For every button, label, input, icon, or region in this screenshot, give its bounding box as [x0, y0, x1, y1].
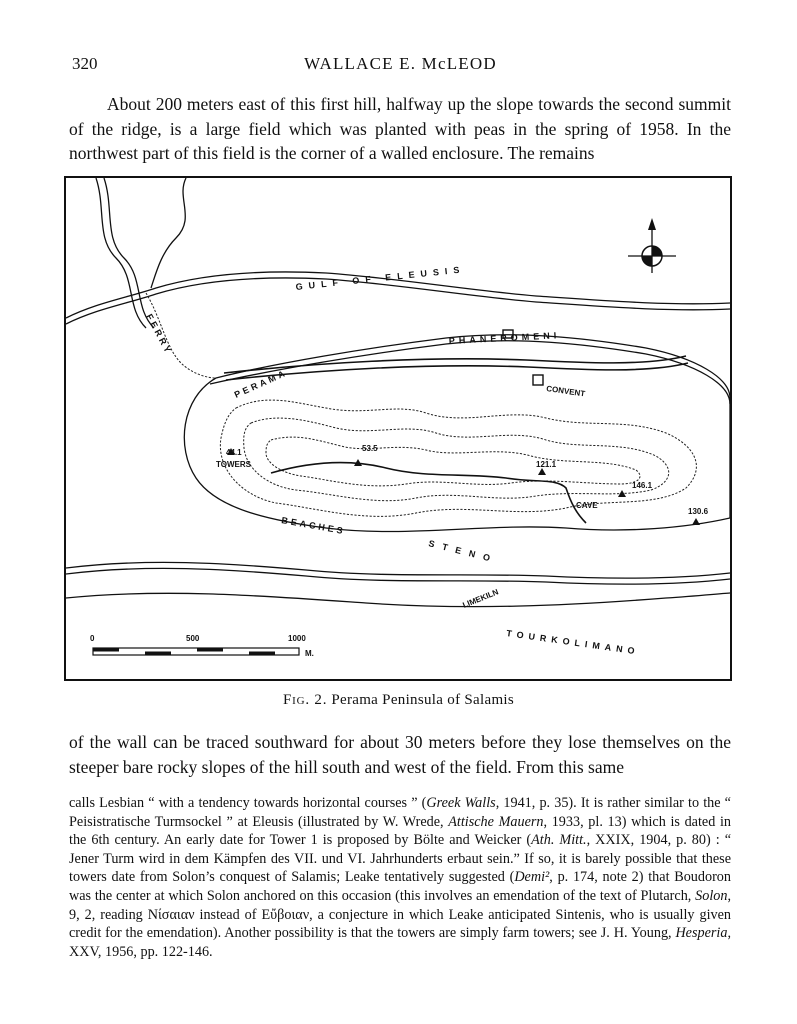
label-steno: STENO [427, 538, 499, 566]
footnote-text: calls Lesbian “ with a tendency towards horizontal courses ” ( [69, 795, 427, 811]
map-svg [66, 178, 730, 679]
footnote-ref: Greek Walls [426, 795, 496, 811]
peninsula-coast [210, 341, 730, 404]
elevation-label: 121.1 [536, 460, 557, 469]
footnote-text: , 9, 2, reading Νίσαιαν instead of Εὔβοιαν, a conjecture in which Leake anticipated Sintenis, who is usually given credit for the emendation). Another possibility is that the towers are simply farm towers; see J. H. Young, [69, 887, 731, 942]
scale-tick: 1000 [288, 634, 306, 643]
label-gulf: GULF OF ELEUSIS [295, 264, 466, 292]
river-line [96, 178, 146, 328]
peninsula-coast [184, 335, 730, 532]
scale-tick: 500 [186, 634, 200, 643]
page-number: 320 [72, 54, 98, 73]
elevation-label: 130.6 [688, 507, 709, 516]
footnote-text: , p. 174, note 2) that Boudoron was the center at which Solon anchored on this occasion (this involves an emendation of the text of Plutarch, [69, 869, 731, 904]
contour-line [266, 437, 640, 486]
elevation-triangle [692, 518, 700, 525]
footnote-text: , XXV, 1956, pp. 122-146. [69, 925, 731, 960]
page-header [72, 54, 729, 80]
label-limekiln: LIMEKILN [461, 587, 500, 610]
elevation-markers [227, 448, 700, 525]
paragraph-top: About 200 meters east of this first hill, halfway up the slope towards the second summit of the ridge, is a large field which was planted with peas in the spring of 1958. In the northwest part of this field is the corner of a walled enclosure. The remains [69, 94, 731, 163]
footnote-ref: Demi² [514, 869, 550, 886]
contour-line [244, 418, 669, 501]
footnote-text: , XXIX, 1904, p. 80) : “ Jener Turm wird in dem Kämpfen des VII. und VI. Jahrhunderts erbaut sein.” If so, it is barely possible that these towers date from Solon’s conquest of Salamis; Leake tentatively suggested ( [69, 832, 731, 886]
scale-tick: 0 [90, 634, 95, 643]
footnote [69, 794, 731, 961]
footnote-ref: Hesperia [675, 925, 728, 942]
north-arrow-icon [628, 218, 676, 273]
label-perama: PERAMA [232, 367, 289, 400]
map-figure [64, 176, 732, 681]
caption-text: Perama Peninsula of Salamis [331, 692, 515, 708]
footnote-ref: Ath. Mitt. [531, 832, 587, 849]
contour-line [220, 400, 696, 516]
label-cave: CAVE [576, 501, 598, 510]
elevation-triangle [538, 468, 546, 475]
elevation-label: 44.1 [226, 448, 242, 457]
label-beaches: BEACHES [280, 515, 347, 537]
footnote-text: , 1933, pl. 13) which is dated in the 6th century. An early date for Tower 1 is proposed by Bölte and Weicker ( [69, 813, 731, 849]
footnote-ref: Solon [695, 887, 728, 904]
footnote-text: , 1941, p. 35). It is rather similar to the “ Peisistratische Turmsockel ” at Eleusis (illustrated by W. Wrede, [69, 795, 731, 830]
label-phaneromeni: PHANEROMENI [448, 330, 561, 346]
elevation-label: 53.5 [362, 444, 378, 453]
figure-caption [0, 692, 797, 709]
label-tourkolimano: TOURKOLIMANO [505, 628, 641, 657]
scale-bar [90, 634, 314, 658]
elevation-label: 146.1 [632, 481, 653, 490]
south-coast [66, 562, 730, 578]
south-coast [66, 593, 730, 607]
convent-icon [533, 375, 543, 385]
label-towers: TOWERS [216, 460, 251, 469]
scale-unit: M. [305, 649, 314, 658]
river-line [151, 178, 186, 288]
paragraph-mid: of the wall can be traced southward for about 30 meters before they lose themselves on the steeper bare rocky slopes of the hill south and west of the field. From this same [69, 732, 731, 777]
south-coast [66, 568, 730, 584]
label-convent: CONVENT [545, 384, 586, 399]
label-ferry: FERRY [144, 312, 175, 357]
footnote-ref: Attische Mauern [448, 813, 544, 830]
running-head: WALLACE E. McLEOD [304, 54, 497, 73]
caption-label: Fig. 2. [282, 692, 328, 708]
